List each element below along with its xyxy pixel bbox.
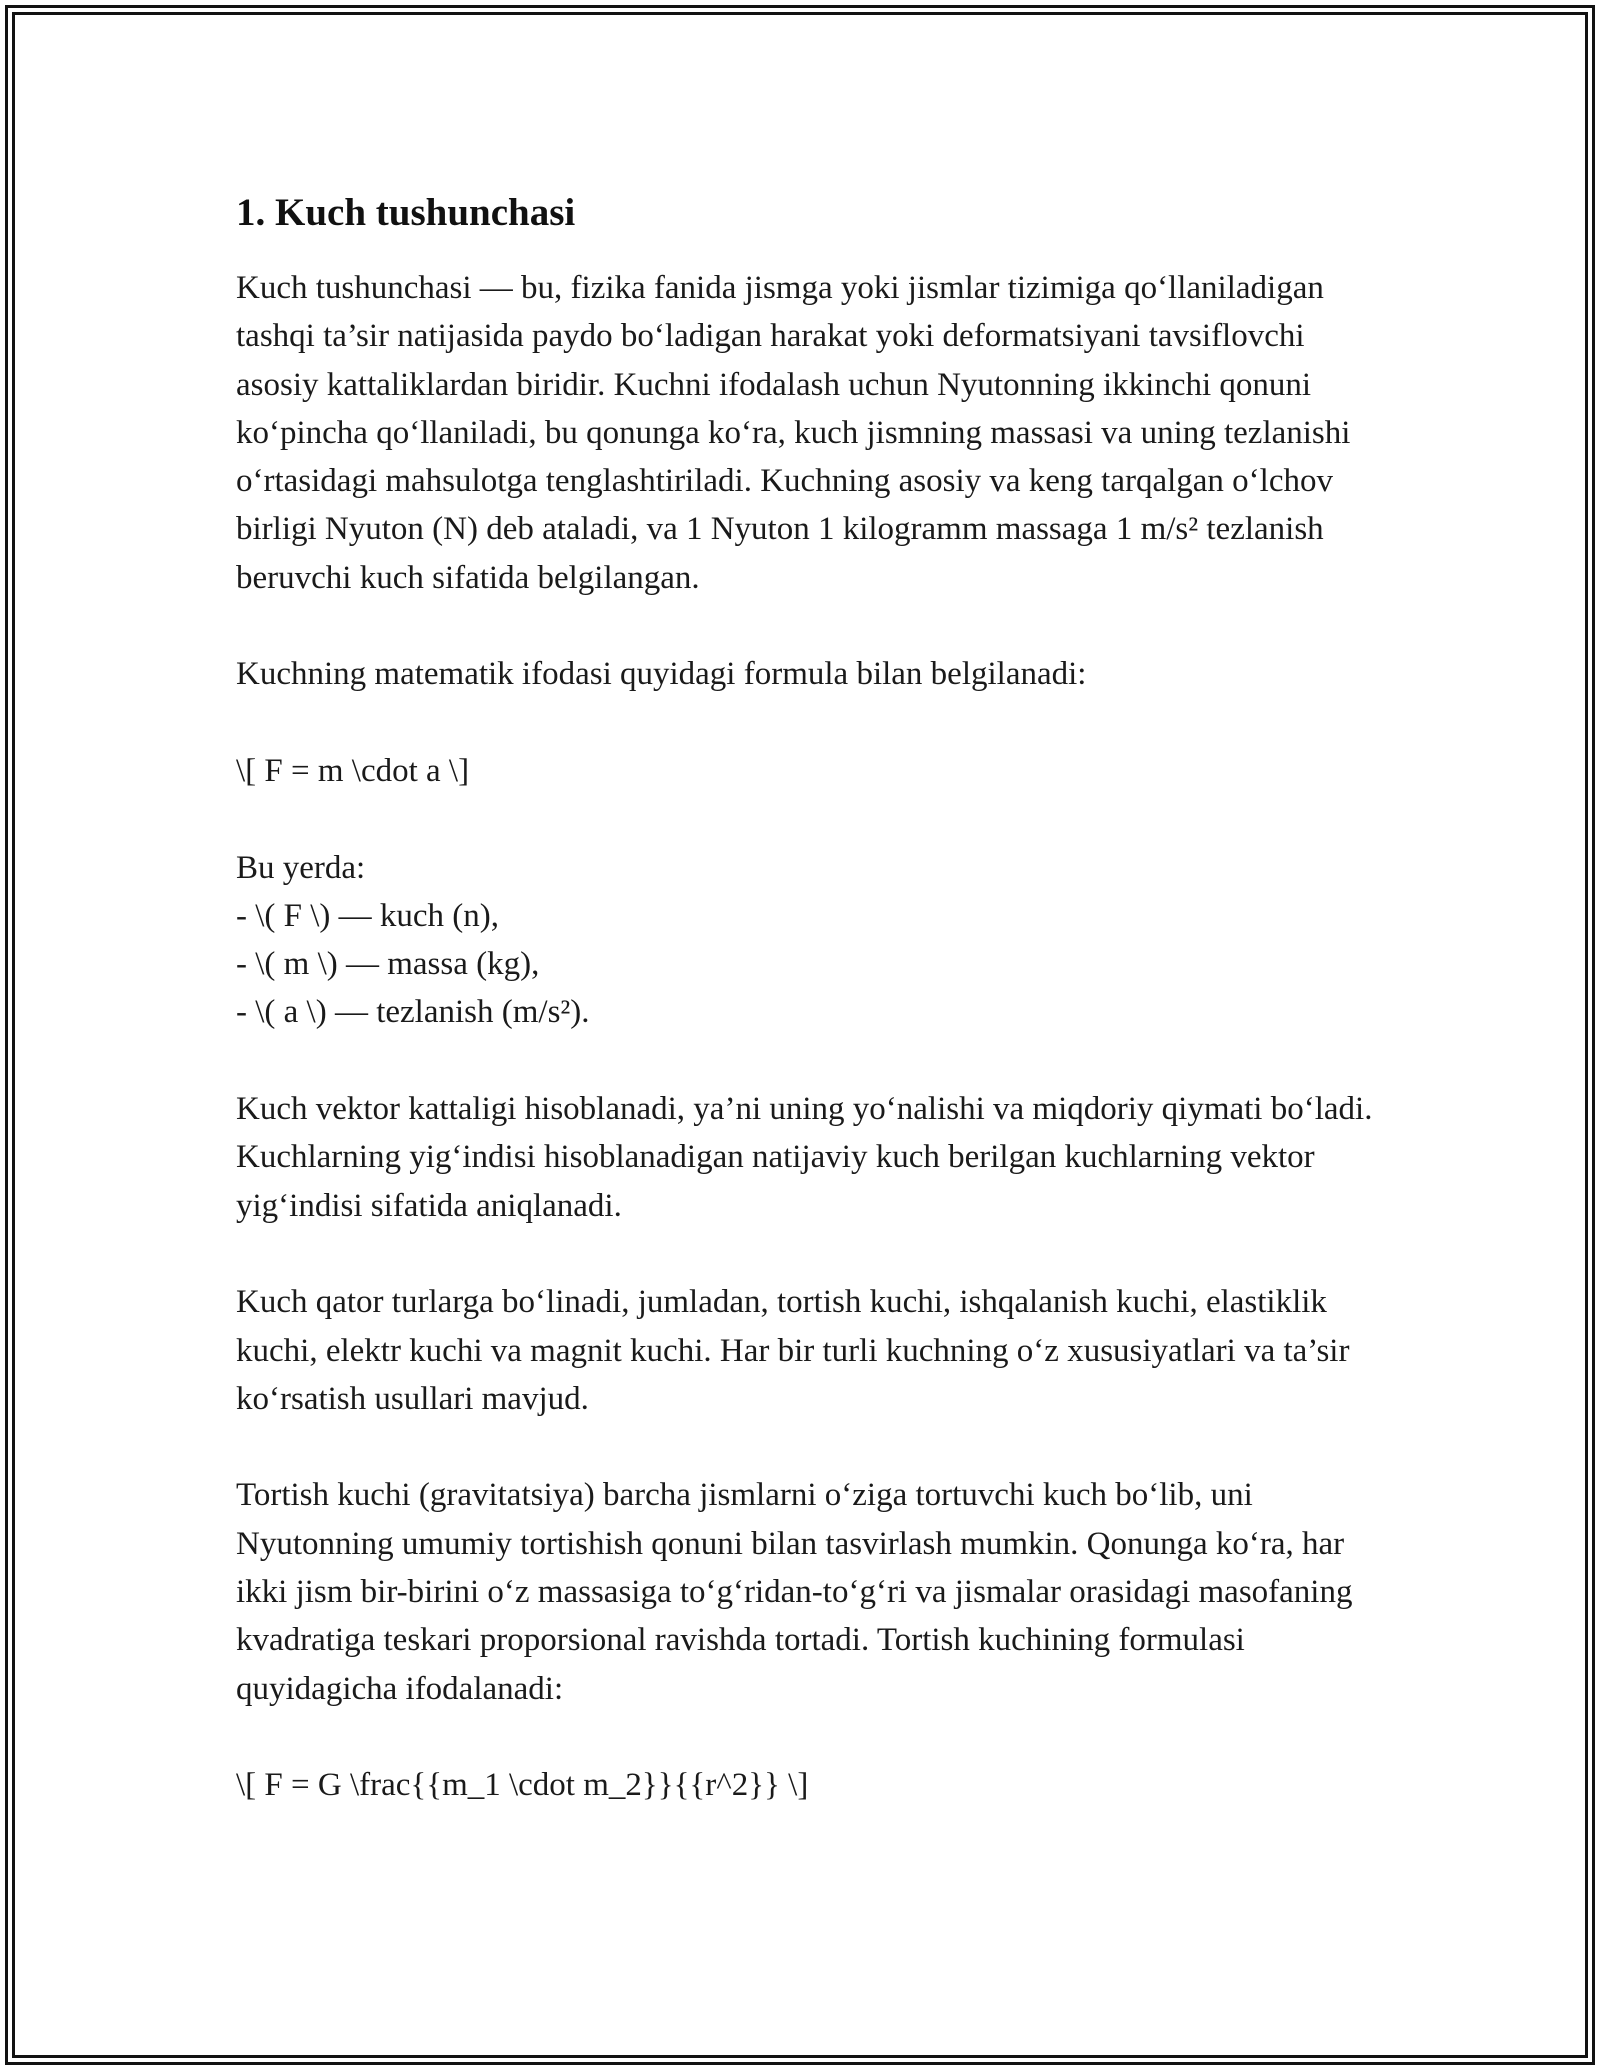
paragraph-gravitation: Tortish kuchi (gravitatsiya) barcha jismlarni o‘ziga tortuvchi kuch bo‘lib, uni Nyutonning umumiy tortishish qonuni bilan tasvirlash mumkin. Qonunga ko‘ra, har ikki jism bir-birini o‘z massasiga to‘g‘ridan-to‘g‘ri va jismalar orasidagi masofaning kvadratiga teskari proporsional ravishda tortadi. Tortish kuchining formulasi quyidagicha ifodalanadi:: [236, 1477, 1353, 1707]
paragraph-formula-intro: Kuchning matematik ifodasi quyidagi formula bilan belgilanadi:: [236, 656, 1087, 693]
paragraph-spacer: [236, 1230, 1386, 1278]
section-heading: 1. Kuch tushunchasi: [236, 191, 576, 234]
paragraph-spacer: [236, 1423, 1386, 1471]
variables-list: [236, 844, 1386, 1037]
variables-label: Bu yerda:: [236, 849, 366, 886]
document-body: [236, 180, 1386, 1810]
paragraph-vector: Kuch vektor kattaligi hisoblanadi, ya’ni uning yo‘nalishi va miqdoriy qiymati bo‘ladi. Kuchlarning yig‘indisi hisoblanadigan natijaviy kuch berilgan kuchlarning vektor yig‘indisi sifatida aniqlanadi.: [236, 1091, 1373, 1224]
list-item: - \( m \) — massa (kg),: [236, 946, 540, 983]
paragraph-spacer: [236, 602, 1386, 650]
list-item: - \( a \) — tezlanish (m/s²).: [236, 994, 590, 1031]
paragraph-definition: Kuch tushunchasi — bu, fizika fanida jismga yoki jismlar tizimiga qo‘llaniladigan tashqi ta’sir natijasida paydo bo‘ladigan harakat yoki deformatsiyani tavsiflovchi asosiy kattaliklardan biridir. Kuchni ifodalash uchun Nyutonning ikkinchi qonuni ko‘pincha qo‘llaniladi, bu qonunga ko‘ra, kuch jismning massasi va uning tezlanishi o‘rtasidagi mahsulotga tenglashtiriladi. Kuchning asosiy va keng tarqalgan o‘lchov birligi Nyuton (N) deb ataladi, va 1 Nyuton 1 kilogramm massaga 1 m/s² tezlanish beruvchi kuch sifatida belgilangan.: [236, 270, 1351, 596]
list-item: - \( F \) — kuch (n),: [236, 897, 500, 934]
paragraph-spacer: [236, 1037, 1386, 1085]
paragraph-spacer: [236, 1713, 1386, 1761]
paragraph-spacer: [236, 699, 1386, 747]
formula-newton-second-law: \[ F = m \cdot a \]: [236, 752, 470, 789]
paragraph-force-types: Kuch qator turlarga bo‘linadi, jumladan, tortish kuchi, ishqalanish kuchi, elastiklik kuchi, elektr kuchi va magnit kuchi. Har bir turli kuchning o‘z xususiyatlari va ta’sir ko‘rsatish usullari mavjud.: [236, 1284, 1350, 1417]
paragraph-spacer: [236, 795, 1386, 843]
formula-gravitation: \[ F = G \frac{{m_1 \cdot m_2}}{{r^2}} \]: [236, 1767, 809, 1804]
